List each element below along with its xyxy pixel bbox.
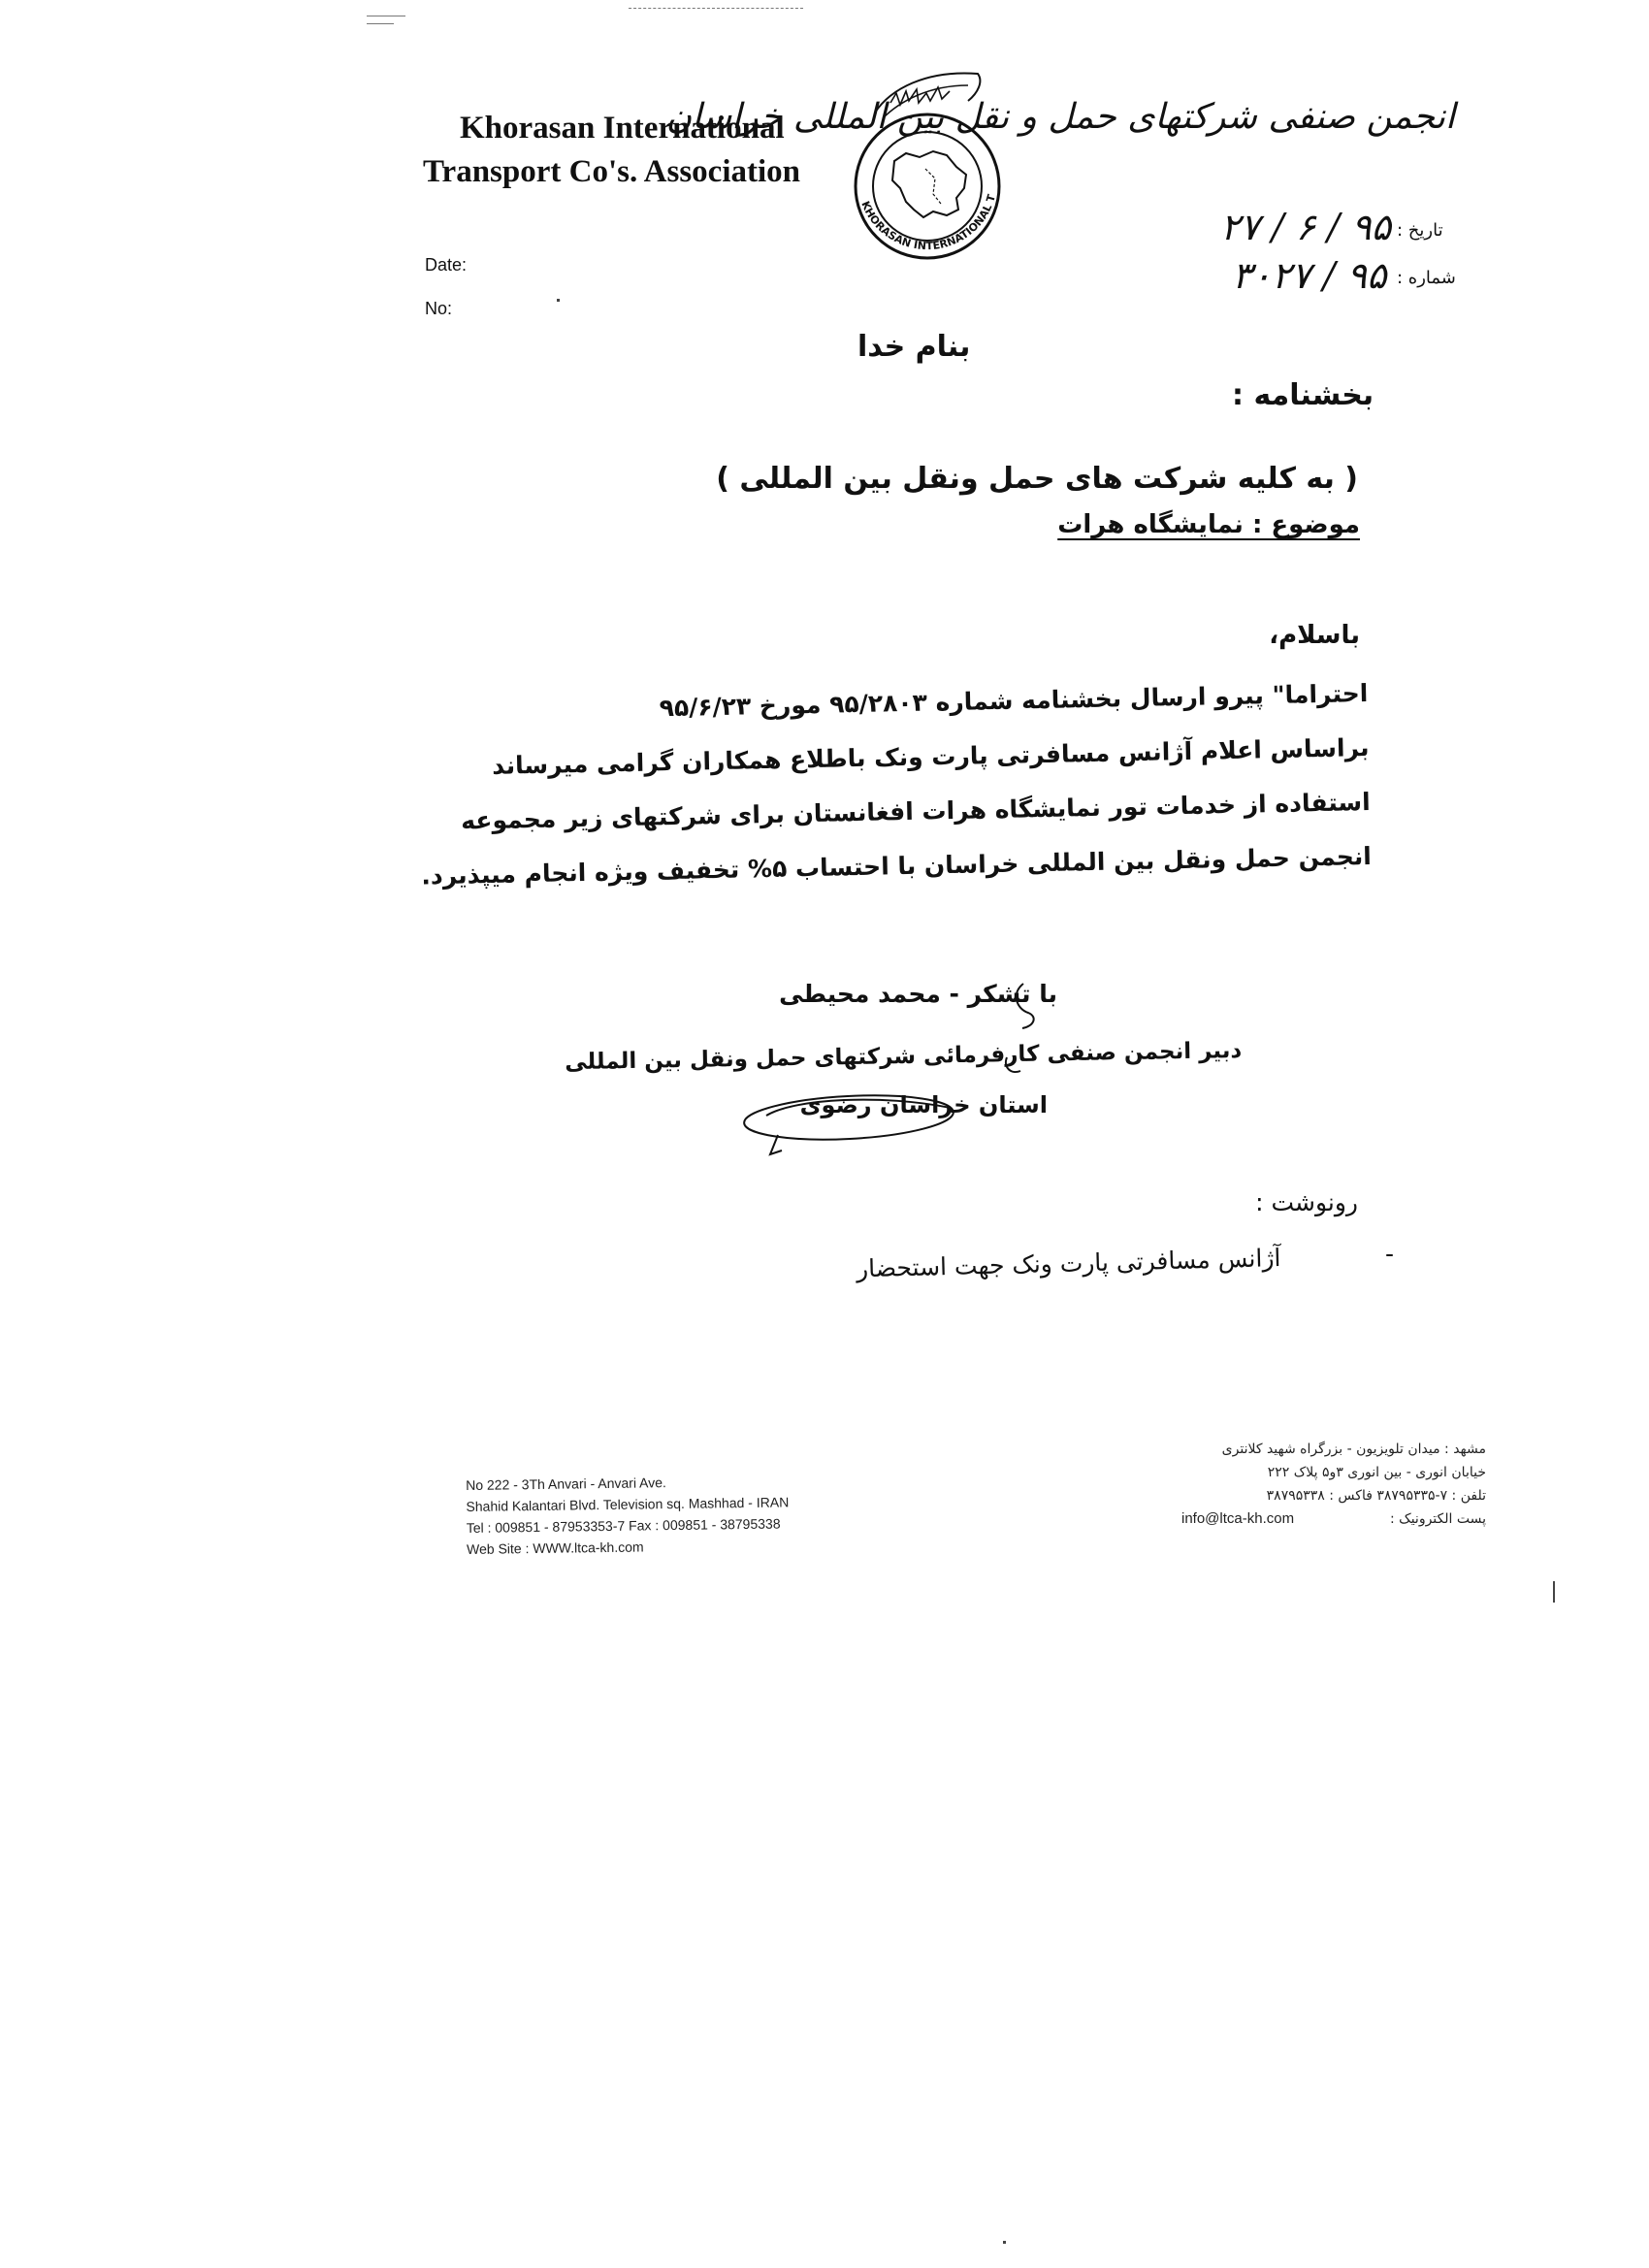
body-line: استفاده از خدمات تور نمایشگاه هرات افغانستان برای شرکتهای زیر مجموعه — [460, 787, 1371, 835]
logo-ring-text-en: KHORASAN INTERNATIONAL T — [858, 193, 999, 253]
recipients: ( به کلیه شرکت های حمل ونقل بین المللی ) — [716, 462, 1358, 496]
iran-map-seal-icon — [832, 60, 1022, 266]
body-line: براساس اعلام آژانس مسافرتی پارت ونک باطلاع همکاران گرامی میرساند — [491, 732, 1370, 780]
invocation: بنام خدا — [857, 330, 971, 364]
footer-address-en — [466, 1470, 790, 1560]
footer-en-line: Shahid Kalantari Blvd. Television sq. Mashhad - IRAN — [466, 1494, 790, 1514]
signer-title-line1: دبیر انجمن صنفی کارفرمائی شرکتهای حمل ونقل بین المللی — [565, 1038, 1243, 1076]
footer-fa-line: مشهد : میدان تلویزیون - بزرگراه شهید کلانتری — [1221, 1442, 1486, 1457]
signer-title-line2: استان خراسان رضوی — [799, 1091, 1048, 1118]
cc-label: رونوشت : — [1255, 1188, 1358, 1216]
greeting: باسلام، — [1269, 621, 1360, 650]
cc-bullet: - — [1385, 1240, 1395, 1268]
number-label: No: — [425, 299, 453, 318]
footer-email: info@ltca-kh.com — [1181, 1510, 1295, 1527]
association-logo — [832, 60, 1022, 266]
org-name-en-line1: Khorasan International — [460, 111, 785, 146]
footer-fa-line: تلفن : ۷-۳۸۷۹۵۳۳۵ فاکس : ۳۸۷۹۵۳۳۸ — [1266, 1488, 1486, 1504]
date-value: ۹۵ / ۶ / ۲۷ — [1220, 206, 1392, 248]
date-label: Date: — [425, 255, 468, 275]
footer-fa-line — [1145, 1507, 1486, 1531]
footer-en-line: Tel : 009851 - 87953353-7 Fax : 009851 - 38795338 — [466, 1515, 781, 1536]
handwritten-signature — [708, 970, 1077, 1174]
number-label-fa: شماره : — [1397, 268, 1456, 288]
footer-address-fa — [1145, 1438, 1486, 1531]
footer-email-label: پست الکترونیک : — [1390, 1511, 1486, 1527]
date-label-fa: تاریخ : — [1397, 220, 1443, 241]
org-name-en-line2: Transport Co's. Association — [423, 154, 801, 189]
footer-en-line: Web Site : WWW.ltca-kh.com — [466, 1539, 644, 1557]
scan-mark — [1003, 2241, 1006, 2244]
circular-type: بخشنامه : — [1232, 378, 1374, 412]
body-line: انجمن حمل ونقل بین المللی خراسان با احتساب ۵% تخفیف ویژه انجام میپذیرد. — [421, 841, 1373, 891]
scan-mark — [367, 23, 394, 24]
scan-mark — [629, 8, 803, 10]
closing-signoff: با تشکر - محمد محیطی — [779, 980, 1057, 1008]
number-value: ۹۵ / ۳۰۲۷ — [1232, 254, 1387, 297]
scan-mark — [557, 299, 560, 302]
cc-item: آژانس مسافرتی پارت ونک جهت استحضار — [856, 1244, 1281, 1283]
scan-mark — [1553, 1581, 1555, 1603]
footer-fa-line: خیابان انوری - بین انوری ۳و۵ پلاک ۲۲۲ — [1267, 1465, 1486, 1480]
org-name-fa: انجمن صنفی شرکتهای حمل و نقل بین المللی خراسان — [665, 97, 1455, 137]
body-line: احتراما" پیرو ارسال بخشنامه شماره ۹۵/۲۸۰۳ مورخ ۹۵/۶/۲۳ — [659, 679, 1369, 723]
footer-en-line: No 222 - 3Th Anvari - Anvari Ave. — [466, 1474, 666, 1493]
letter-body — [421, 679, 1373, 915]
subject: موضوع : نمایشگاه هرات — [1057, 510, 1360, 539]
